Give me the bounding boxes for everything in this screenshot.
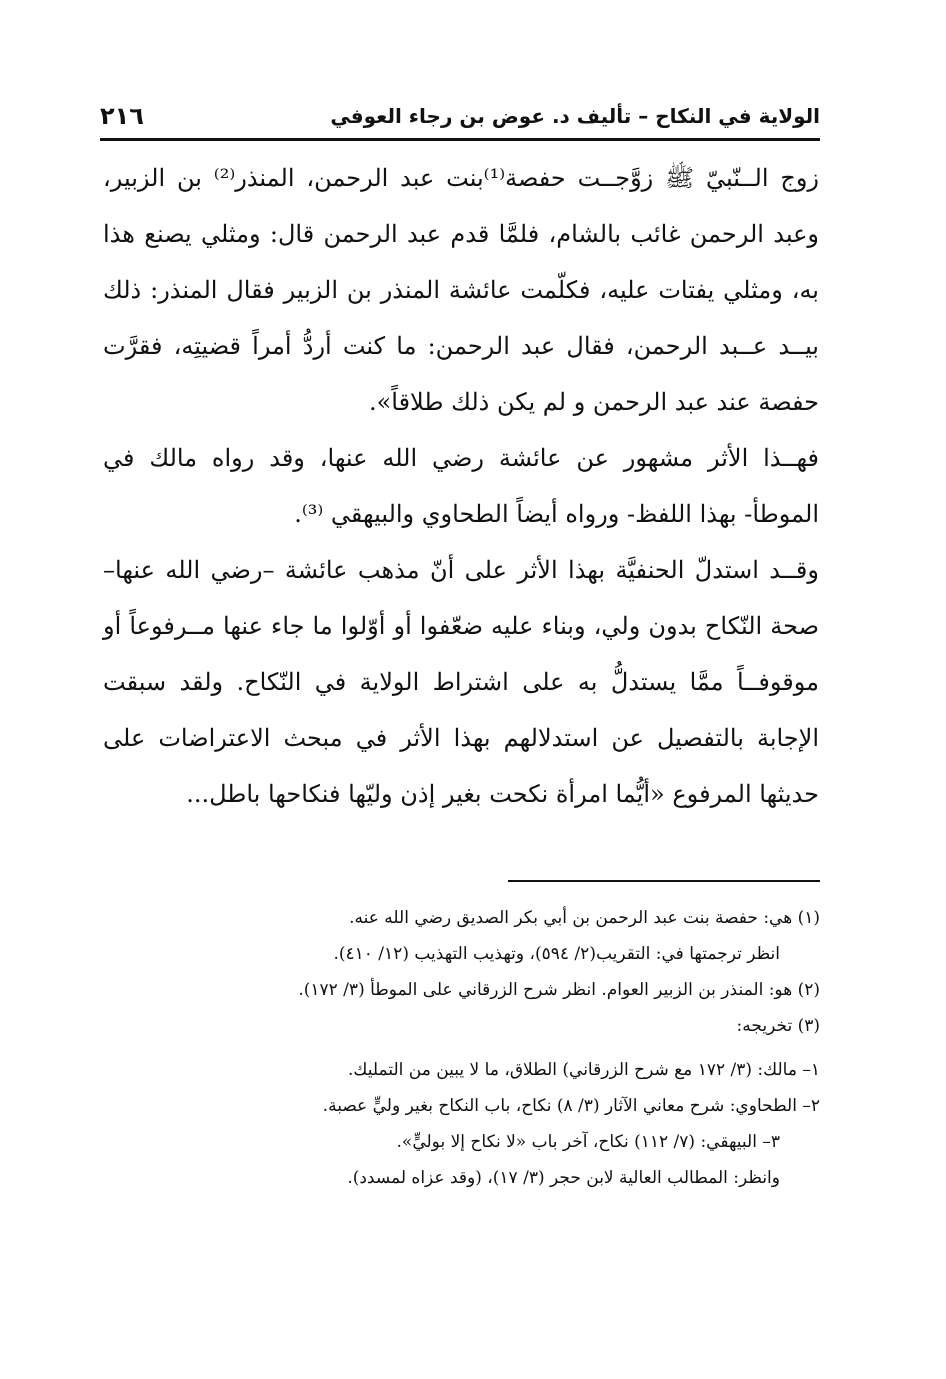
- footnote-1-line-2: انظر ترجمتها في: التقريب(٢/ ٥٩٤)، وتهذيب التهذيب (١٢/ ٤١٠).: [333, 944, 780, 964]
- running-title: الولاية في النكاح – تأليف د. عوض بن رجاء العوفي: [330, 104, 820, 128]
- footnote-separator: [508, 880, 820, 882]
- page-header: [100, 100, 820, 136]
- footnote-3-item-1: ١– مالك: (٣/ ١٧٢ مع شرح الزرقاني) الطلاق، ما لا يبين من التمليك.: [348, 1060, 820, 1080]
- page-number: ٢١٦: [100, 102, 144, 130]
- main-text: [103, 150, 819, 822]
- footnotes: [150, 900, 820, 1196]
- footnote-3-note: وانظر: المطالب العالية لابن حجر (٣/ ١٧)، (وقد عزاه لمسدد).: [347, 1168, 780, 1188]
- footnote-3-item-2: ٢– الطحاوي: شرح معاني الآثار (٣/ ٨) نكاح، باب النكاح بغير وليٍّ عصبة.: [322, 1096, 820, 1116]
- footnote-3-item-3: ٣– البيهقي: (٧/ ١١٢) نكاح، آخر باب «لا نكاح إلا بوليٍّ».: [396, 1132, 780, 1152]
- footnote-2: (٢) هو: المنذر بن الزبير العوام. انظر شرح الزرقاني على الموطأ (٣/ ١٧٢).: [298, 980, 820, 1000]
- paragraph-1: زوج الــنّبيّ ﷺ زوَّجــت حفصة⁽¹⁾بنت عبد الرحمن، المنذر⁽²⁾ بن الزبير، وعبد الرحمن غائب بالشام، فلمَّا قدم عبد الرحمن قال: ومثلي يصنع هذا به، ومثلي يفتات عليه، فكلّمت عائشة المنذر بن الزبير فقال المنذر: ذلك بيــد عــبد الرحمن، فقال عبد الرحمن: ما كنت أردُّ أمراً قضيتِه، فقرَّت حفصة عند عبد الرحمن و لم يكن ذلك طلاقاً».: [103, 164, 820, 416]
- footnote-1-line-1: (١) هي: حفصة بنت عبد الرحمن بن أبي بكر الصديق رضي الله عنه.: [349, 908, 820, 928]
- footnote-3-title: (٣) تخريجه:: [736, 1016, 820, 1036]
- paragraph-3: وقــد استدلّ الحنفيَّة بهذا الأثر على أنّ مذهب عائشة –رضي الله عنها– صحة النّكاح بدون ولي، وبناء عليه ضعّفوا أو أوّلوا ما جاء عنها مــرفوعاً أو موقوفــاً ممَّا يستدلُّ به على اشتراط الولاية في النّكاح. ولقد سبقت الإجابة بالتفصيل عن استدلالهم بهذا الأثر في مبحث الاعتراضات على حديثها المرفوع «أيُّما امرأة نكحت بغير إذن وليّها فنكاحها باطل...: [103, 556, 820, 808]
- header-rule: [100, 138, 820, 141]
- paragraph-2: فهــذا الأثر مشهور عن عائشة رضي الله عنها، وقد رواه مالك في الموطأ- بهذا اللفظ- ورواه أيضاً الطحاوي والبيهقي ⁽³⁾.: [103, 444, 819, 528]
